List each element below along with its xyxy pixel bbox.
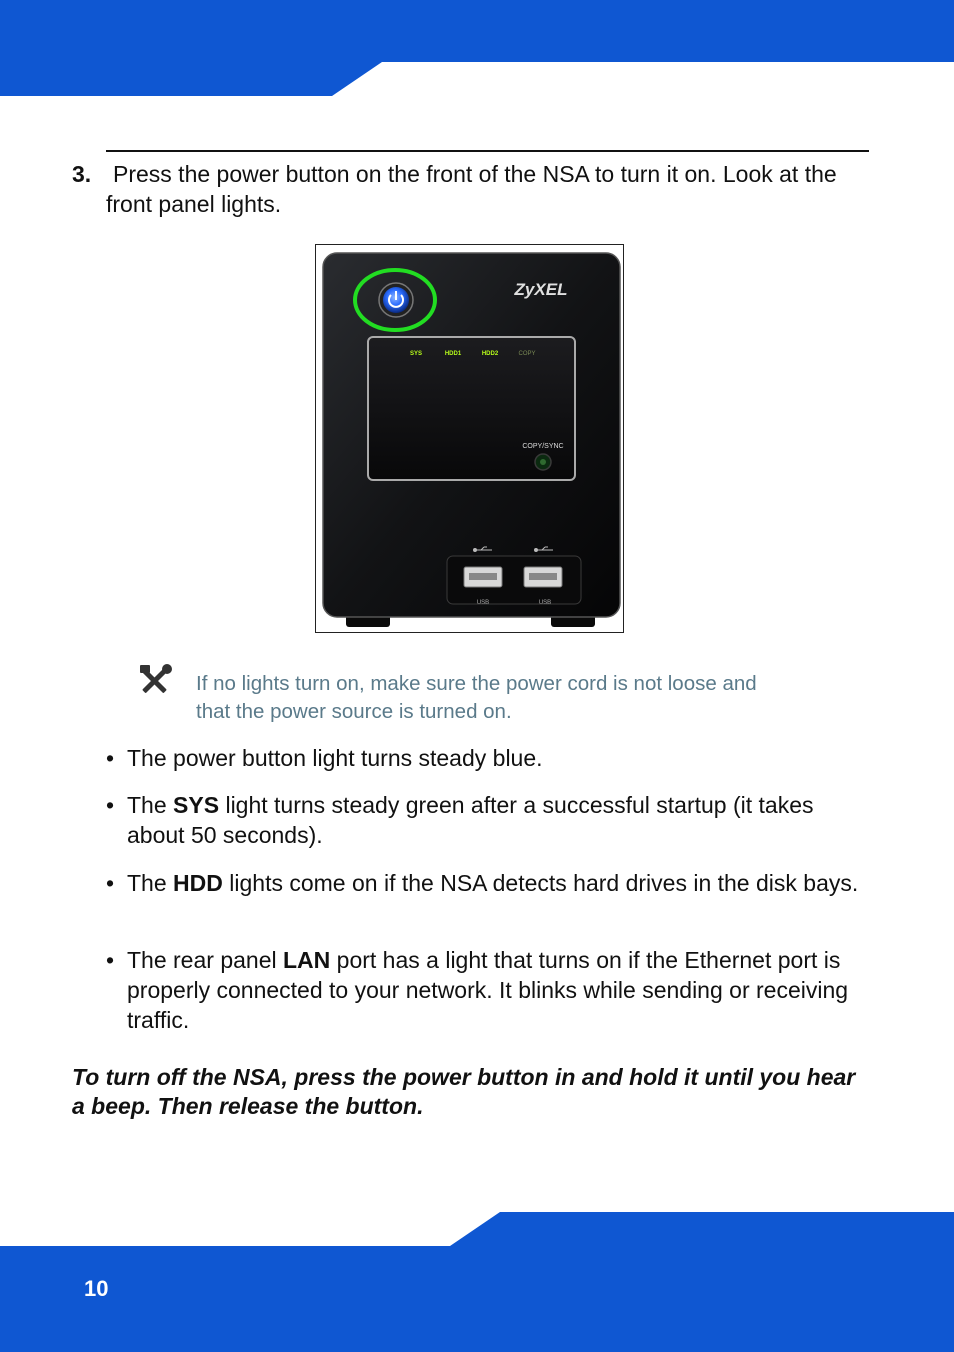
lan-term: LAN <box>282 947 331 973</box>
sys-term: SYS <box>173 792 220 818</box>
brand-logo: ZyXEL <box>514 280 568 299</box>
hdd-term: HDD <box>173 870 223 896</box>
bullet-marker: • <box>106 870 115 896</box>
header-band <box>0 0 954 100</box>
bullet-marker: • <box>106 792 115 818</box>
step-text: Press the power button on the front of the NSA to turn it on. Look at the front panel lights. <box>106 161 837 217</box>
section-rule <box>106 150 869 152</box>
led-label-sys: SYS <box>409 351 423 357</box>
page-number: 10 <box>84 1276 109 1301</box>
footer-band <box>0 1210 954 1352</box>
led-label-hdd1: HDD1 <box>444 351 462 357</box>
copy-sync-label: COPY/SYNC <box>522 443 564 450</box>
bullet-marker: • <box>106 947 115 973</box>
usb-label: USB <box>476 600 490 606</box>
led-label-hdd2: HDD2 <box>481 351 499 357</box>
bullet-marker: • <box>106 745 115 771</box>
usb-label: USB <box>538 600 552 606</box>
led-label-copy: COPY <box>518 351 536 357</box>
closing-instruction: To turn off the NSA, press the power button in and hold it until you hear a beep. Then release the button. <box>72 1064 856 1119</box>
tools-icon <box>136 662 176 698</box>
step-number: 3. <box>72 161 92 187</box>
device-photo <box>315 244 624 633</box>
note-text: If no lights turn on, make sure the power cord is not loose and that the power source is turned on. <box>196 672 757 723</box>
